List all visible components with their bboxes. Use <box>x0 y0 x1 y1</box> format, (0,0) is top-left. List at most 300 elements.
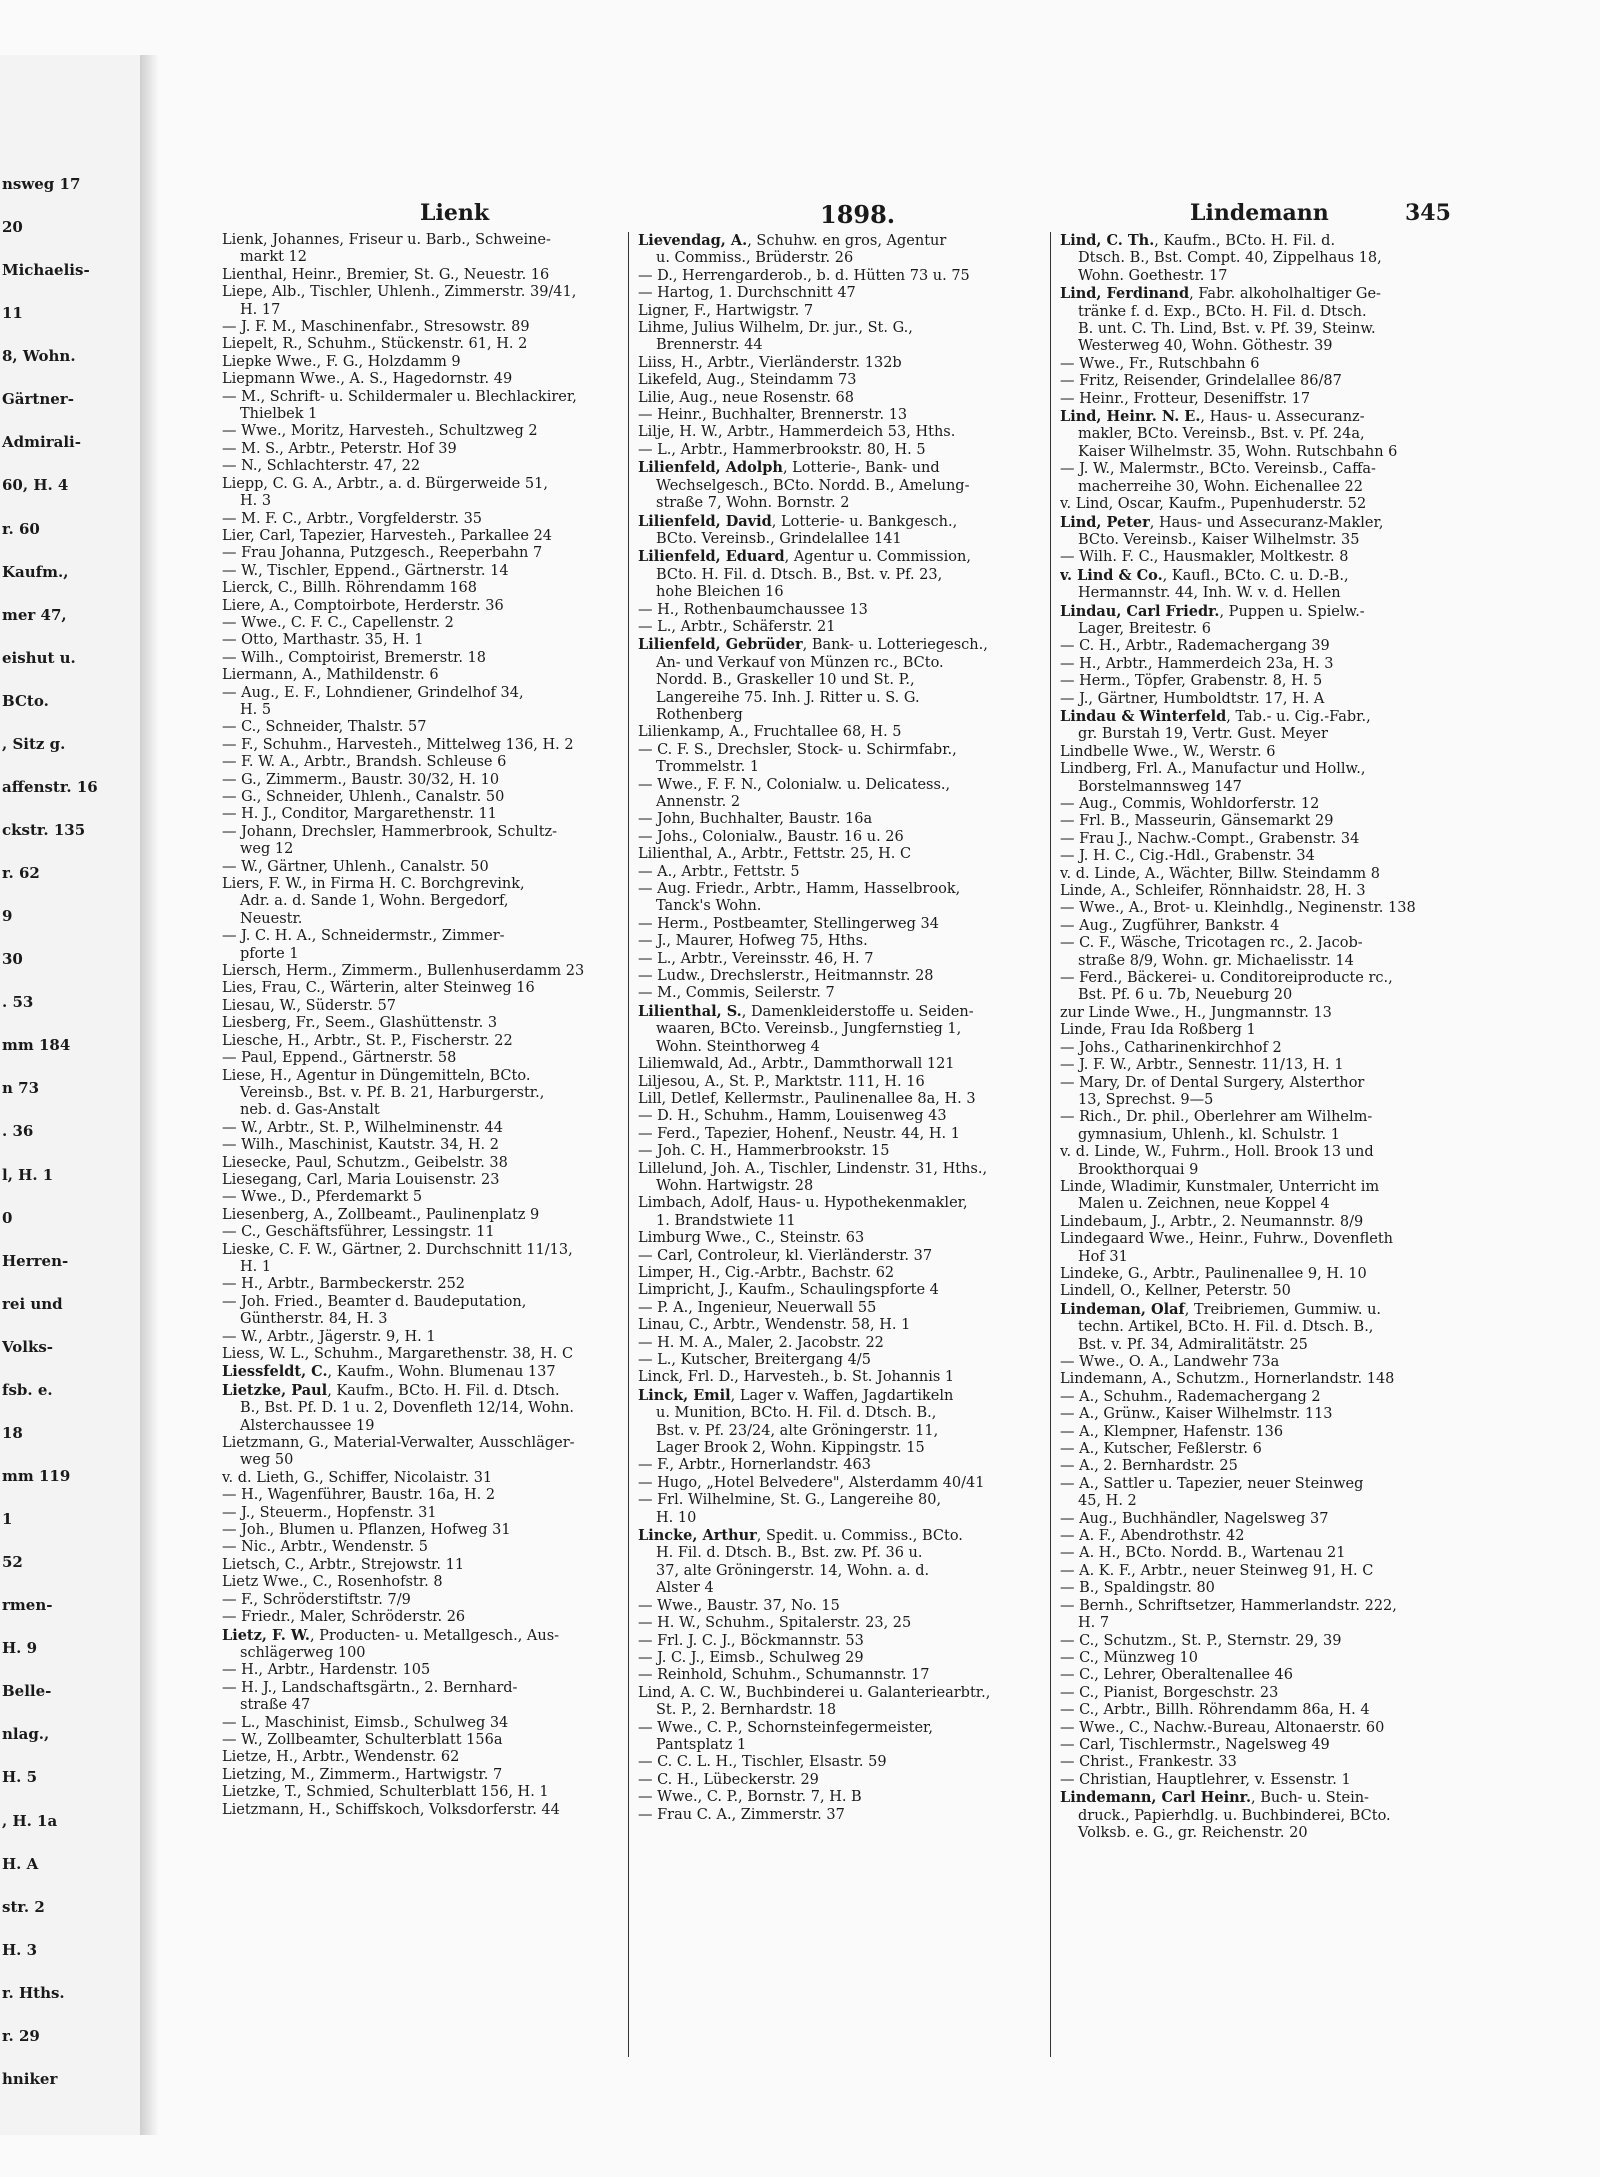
directory-entry: — W., Arbtr., Jägerstr. 9, H. 1 <box>222 1328 436 1345</box>
directory-entry: — W., Arbtr., St. P., Wilhelminenstr. 44 <box>222 1119 504 1136</box>
directory-entry: — Ferd., Bäckerei- u. Conditoreiproducte rc., <box>1060 970 1393 987</box>
directory-entry: — Wwe., Baustr. 37, No. 15 <box>638 1597 840 1614</box>
directory-entry: straße 7, Wohn. Bornstr. 2 <box>656 495 850 512</box>
directory-entry: H. Fil. d. Dtsch. B., Bst. zw. Pf. 36 u. <box>656 1545 923 1562</box>
directory-entry: — C., Arbtr., Billh. Röhrendamm 86a, H. 4 <box>1060 1702 1370 1719</box>
directory-entry: — Wwe., A., Brot- u. Kleinhdlg., Neginenstr. 138 <box>1060 900 1416 917</box>
prev-page-text: Volks- <box>2 1337 54 1356</box>
directory-entry: — N., Schlachterstr. 47, 22 <box>222 458 421 475</box>
directory-entry: — Christian, Hauptlehrer, v. Essenstr. 1 <box>1060 1771 1351 1788</box>
directory-entry: Lier, Carl, Tapezier, Harvesteh., Parkallee 24 <box>222 527 553 544</box>
entry-name-bold: v. Lind & Co. <box>1060 566 1163 584</box>
entry-name-bold: Lindau, Carl Friedr. <box>1060 602 1220 620</box>
prev-page-text: r. 29 <box>2 2026 40 2045</box>
directory-entry: Linau, C., Arbtr., Wendenstr. 58, H. 1 <box>638 1317 911 1334</box>
directory-entry: v. d. Linde, A., Wächter, Billw. Steindamm 8 <box>1060 865 1380 882</box>
prev-page-text: mer 47, <box>2 605 67 624</box>
directory-column-1 <box>222 232 617 2102</box>
directory-entry: v. d. Linde, W., Fuhrm., Holl. Brook 13 und <box>1060 1144 1374 1161</box>
prev-page-text: Gärtner- <box>2 390 74 409</box>
prev-page-text: H. 3 <box>2 1940 38 1959</box>
directory-entry: Linck, Frl. D., Harvesteh., b. St. Johannis 1 <box>638 1369 955 1386</box>
directory-entry: Linde, Wladimir, Kunstmaler, Unterricht im <box>1060 1178 1380 1195</box>
book-gutter <box>140 55 158 2135</box>
directory-entry: — J. F. W., Arbtr., Sennestr. 11/13, H. 1 <box>1060 1057 1344 1074</box>
directory-entry: Lievendag, A., Schuhw. en gros, Agentur <box>638 232 947 249</box>
prev-page-text: nsweg 17 <box>2 175 81 193</box>
directory-entry: pforte 1 <box>240 945 299 962</box>
directory-entry: Lind, Ferdinand, Fabr. alkoholhaltiger Ge- <box>1060 285 1381 303</box>
directory-entry: — M. S., Arbtr., Peterstr. Hof 39 <box>222 440 457 457</box>
directory-entry: Lincke, Arthur, Spedit. u. Commiss., BCto. <box>638 1527 963 1545</box>
prev-page-text: 9 <box>2 907 13 926</box>
prev-page-text: BCto. <box>2 691 49 710</box>
directory-entry: — Rich., Dr. phil., Oberlehrer am Wilhelm- <box>1060 1109 1373 1126</box>
directory-entry: — Herm., Postbeamter, Stellingerweg 34 <box>638 915 939 932</box>
prev-page-text: 1 <box>2 1510 13 1529</box>
prev-page-text: rmen- <box>2 1596 53 1615</box>
prev-page-text: fsb. e. <box>2 1380 53 1399</box>
entry-name-bold: Lilienfeld, Gebrüder <box>638 636 803 654</box>
entry-name-bold: Lindeman, Olaf <box>1060 1300 1185 1318</box>
directory-entry: — J. C. H. A., Schneidermstr., Zimmer- <box>222 928 505 945</box>
prev-page-text: r. 60 <box>2 519 40 538</box>
prev-page-text: . 53 <box>2 993 34 1012</box>
directory-entry: — G., Zimmerm., Baustr. 30/32, H. 10 <box>222 771 500 788</box>
directory-entry: Lies, Frau, C., Wärterin, alter Steinweg 16 <box>222 980 535 997</box>
directory-entry: — L., Arbtr., Vereinsstr. 46, H. 7 <box>638 950 874 967</box>
entry-name-bold: Lind, Heinr. N. E. <box>1060 408 1201 426</box>
prev-page-text: str. 2 <box>2 1897 45 1916</box>
directory-entry: — Heinr., Frotteur, Deseniffstr. 17 <box>1060 390 1311 407</box>
directory-entry: 37, alte Gröningerstr. 14, Wohn. a. d. <box>656 1562 930 1579</box>
directory-entry: Brennerstr. 44 <box>656 337 763 354</box>
directory-entry: — Joh. Fried., Beamter d. Baudeputation, <box>222 1293 527 1310</box>
directory-entry: 1. Brandstwiete 11 <box>656 1212 796 1229</box>
prev-page-text: hniker <box>2 2069 58 2088</box>
directory-entry: Volksb. e. G., gr. Reichenstr. 20 <box>1078 1824 1308 1841</box>
directory-entry: u. Commiss., Brüderstr. 26 <box>656 250 854 267</box>
directory-entry: Wohn. Goethestr. 17 <box>1078 267 1228 284</box>
directory-entry: — M., Schrift- u. Schildermaler u. Blechlackirer, <box>222 388 577 405</box>
directory-entry: — J. W., Malermstr., BCto. Vereinsb., Caffa- <box>1060 461 1376 478</box>
directory-entry: Lierck, C., Billh. Röhrendamm 168 <box>222 580 477 597</box>
directory-entry: Wohn. Hartwigstr. 28 <box>656 1177 814 1194</box>
directory-entry: Liepp, C. G. A., Arbtr., a. d. Bürgerweide 51, <box>222 475 548 492</box>
directory-entry: Lindau & Winterfeld, Tab.- u. Cig.-Fabr., <box>1060 707 1371 725</box>
directory-entry: makler, BCto. Vereinsb., Bst. v. Pf. 24a, <box>1078 426 1365 443</box>
directory-entry: straße 47 <box>240 1697 311 1714</box>
directory-entry: Lienthal, Heinr., Bremier, St. G., Neuestr. 16 <box>222 266 550 283</box>
directory-entry: Neuestr. <box>240 910 303 927</box>
header-year: 1898. <box>820 200 896 229</box>
directory-entry: Liermann, A., Mathildenstr. 6 <box>222 667 439 684</box>
directory-entry: — W., Gärtner, Uhlenh., Canalstr. 50 <box>222 858 489 875</box>
directory-entry: Westerweg 40, Wohn. Göthestr. 39 <box>1078 338 1333 355</box>
directory-entry: Lindell, O., Kellner, Peterstr. 50 <box>1060 1283 1291 1300</box>
directory-entry: — G., Schneider, Uhlenh., Canalstr. 50 <box>222 789 505 805</box>
directory-entry: Trommelstr. 1 <box>656 759 760 776</box>
directory-entry: — Bernh., Schriftsetzer, Hammerlandstr. 222, <box>1060 1597 1397 1614</box>
directory-entry: Lietzmann, H., Schiffskoch, Volksdorferstr. 44 <box>222 1801 560 1818</box>
entry-name-bold: Lilienthal, S. <box>638 1002 742 1020</box>
prev-page-text: 11 <box>2 304 23 323</box>
directory-entry: techn. Artikel, BCto. H. Fil. d. Dtsch. B., <box>1078 1319 1374 1336</box>
directory-entry: — F. W. A., Arbtr., Brandsh. Schleuse 6 <box>222 754 507 771</box>
directory-entry: Wechselgesch., BCto. Nordd. B., Amelung- <box>656 477 970 494</box>
directory-entry: — Wilh., Comptoirist, Bremerstr. 18 <box>222 649 487 666</box>
directory-entry: — Wwe., D., Pferdemarkt 5 <box>222 1189 423 1206</box>
directory-column-2 <box>638 232 1038 2102</box>
directory-entry: — W., Zollbeamter, Schulterblatt 156a <box>222 1731 503 1748</box>
directory-entry: Lind, Heinr. N. E., Haus- u. Assecuranz- <box>1060 408 1365 426</box>
entry-name-bold: Lindemann, Carl Heinr. <box>1060 1789 1251 1807</box>
directory-entry: — Wwe., Fr., Rutschbahn 6 <box>1060 355 1260 372</box>
directory-entry: — H., Wagenführer, Baustr. 16a, H. 2 <box>222 1487 496 1504</box>
directory-entry: — C. H., Lübeckerstr. 29 <box>638 1771 819 1788</box>
directory-entry: — F., Schröderstiftstr. 7/9 <box>222 1591 411 1608</box>
directory-entry: — Wwe., C. F. C., Capellenstr. 2 <box>222 614 454 631</box>
directory-entry: — H. M. A., Maler, 2. Jacobstr. 22 <box>638 1334 884 1351</box>
directory-entry: Lietze, H., Arbtr., Wendenstr. 62 <box>222 1749 460 1766</box>
directory-entry: Liesche, H., Arbtr., St. P., Fischerstr. 22 <box>222 1032 513 1049</box>
directory-entry: — A., Klempner, Hafenstr. 136 <box>1060 1423 1284 1440</box>
directory-entry: — Mary, Dr. of Dental Surgery, Alsterthor <box>1060 1074 1365 1091</box>
directory-entry: Bst. v. Pf. 23/24, alte Gröningerstr. 11, <box>656 1422 939 1439</box>
directory-entry: — M. F. C., Arbtr., Vorgfelderstr. 35 <box>222 510 483 527</box>
directory-entry: markt 12 <box>240 249 307 266</box>
entry-name-bold: Lilienfeld, David <box>638 512 772 530</box>
directory-entry: Liers, F. W., in Firma H. C. Borchgrevink, <box>222 876 525 893</box>
directory-entry: Bst. v. Pf. 34, Admiralitätstr. 25 <box>1078 1336 1308 1353</box>
prev-page-text: Michaelis- <box>2 261 90 280</box>
directory-entry: — Reinhold, Schuhm., Schumannstr. 17 <box>638 1667 930 1684</box>
prev-page-text: mm 184 <box>2 1036 71 1055</box>
directory-entry: Liljesou, A., St. P., Marktstr. 111, H. 16 <box>638 1073 925 1090</box>
prev-page-text: Belle- <box>2 1682 52 1701</box>
directory-entry: Lindebaum, J., Arbtr., 2. Neumannstr. 8/9 <box>1060 1213 1364 1230</box>
directory-entry: — A., Grünw., Kaiser Wilhelmstr. 113 <box>1060 1406 1333 1423</box>
directory-entry: — Wwe., O. A., Landwehr 73a <box>1060 1354 1280 1370</box>
directory-entry: An- und Verkauf von Münzen rc., BCto. <box>656 654 944 671</box>
directory-entry: v. Lind & Co., Kaufl., BCto. C. u. D.-B., <box>1060 566 1349 584</box>
prev-page-text: 60, H. 4 <box>2 476 69 495</box>
column-divider <box>1050 232 1051 2057</box>
directory-entry: Limbach, Adolf, Haus- u. Hypothekenmakler, <box>638 1195 968 1212</box>
directory-entry: — Wwe., C., Nachw.-Bureau, Altonaerstr. 60 <box>1060 1719 1385 1736</box>
directory-entry: St. P., 2. Bernhardstr. 18 <box>656 1702 837 1719</box>
entry-name-bold: Lilienfeld, Eduard <box>638 548 785 566</box>
directory-entry: — Aug., Zugführer, Bankstr. 4 <box>1060 917 1280 934</box>
directory-entry: — B., Spaldingstr. 80 <box>1060 1580 1215 1597</box>
directory-entry: v. d. Lieth, G., Schiffer, Nicolaistr. 31 <box>222 1469 493 1486</box>
directory-entry: Lind, C. Th., Kaufm., BCto. H. Fil. d. <box>1060 232 1336 249</box>
directory-entry: macherreihe 30, Wohn. Eichenallee 22 <box>1078 478 1364 495</box>
prev-page-text: Herren- <box>2 1251 69 1270</box>
directory-entry: — Paul, Eppend., Gärtnerstr. 58 <box>222 1050 457 1067</box>
directory-entry: Lill, Detlef, Kellermstr., Paulinenallee 8a, H. 3 <box>638 1090 976 1107</box>
directory-entry: — D. H., Schuhm., Hamm, Louisenweg 43 <box>638 1108 947 1125</box>
directory-entry: Lindemann, Carl Heinr., Buch- u. Stein- <box>1060 1789 1369 1807</box>
prev-page-text: nlag., <box>2 1725 50 1744</box>
directory-entry: — A., 2. Bernhardstr. 25 <box>1060 1458 1238 1475</box>
directory-entry: — Otto, Marthastr. 35, H. 1 <box>222 632 424 649</box>
directory-entry: Lienk, Johannes, Friseur u. Barb., Schweine- <box>222 232 551 248</box>
directory-entry: Lilie, Aug., neue Rosenstr. 68 <box>638 389 854 406</box>
directory-entry: H. 7 <box>1078 1615 1110 1632</box>
directory-entry: H. 5 <box>240 701 272 718</box>
directory-entry: Lietz Wwe., C., Rosenhofstr. 8 <box>222 1574 443 1591</box>
directory-entry: Lindemann, A., Schutzm., Hornerlandstr. 148 <box>1060 1371 1395 1388</box>
directory-column-3 <box>1060 232 1450 2102</box>
prev-page-text: H. A <box>2 1854 39 1873</box>
directory-entry: — A. K. F., Arbtr., neuer Steinweg 91, H. C <box>1060 1562 1374 1579</box>
directory-entry: — Herm., Töpfer, Grabenstr. 8, H. 5 <box>1060 673 1323 690</box>
directory-entry: — Wwe., F. F. N., Colonialw. u. Delicatess., <box>638 776 951 793</box>
directory-entry: Lietz, F. W., Producten- u. Metallgesch., Aus- <box>222 1626 560 1644</box>
directory-entry: — Carl, Tischlermstr., Nagelsweg 49 <box>1060 1736 1330 1753</box>
directory-entry: H. 1 <box>240 1258 272 1275</box>
directory-entry: zur Linde Wwe., H., Jungmannstr. 13 <box>1060 1004 1332 1021</box>
directory-entry: Lietzke, Paul, Kaufm., BCto. H. Fil. d. Dtsch. <box>222 1381 560 1399</box>
directory-entry: — Wwe., C. P., Schornsteinfegermeister, <box>638 1719 933 1736</box>
directory-entry: — Johann, Drechsler, Hammerbrook, Schultz- <box>222 823 558 840</box>
page-number: 345 <box>1405 200 1451 226</box>
prev-page-text: Kaufm., <box>2 562 69 581</box>
prev-page-text: r. 62 <box>2 864 40 883</box>
prev-page-text: mm 119 <box>2 1467 71 1485</box>
directory-entry: Lindeke, G., Arbtr., Paulinenallee 9, H. 10 <box>1060 1265 1367 1282</box>
directory-entry: Nordd. B., Graskeller 10 und St. P., <box>656 672 915 689</box>
directory-entry: Liepke Wwe., F. G., Holzdamm 9 <box>222 353 461 370</box>
directory-entry: Hof 31 <box>1078 1248 1128 1265</box>
directory-entry: Limburg Wwe., C., Steinstr. 63 <box>638 1230 865 1247</box>
directory-entry: Lietzke, T., Schmied, Schulterblatt 156, H. 1 <box>222 1784 549 1801</box>
directory-entry: — C. C. L. H., Tischler, Elsastr. 59 <box>638 1754 887 1771</box>
entry-name-bold: Lilienfeld, Adolph <box>638 459 783 477</box>
directory-entry: — Christ., Frankestr. 33 <box>1060 1754 1237 1771</box>
directory-entry: Liess, W. L., Schuhm., Margarethenstr. 38, H. C <box>222 1346 574 1362</box>
directory-entry: gymnasium, Uhlenh., kl. Schulstr. 1 <box>1078 1126 1340 1143</box>
directory-entry: — Wwe., C. P., Bornstr. 7, H. B <box>638 1789 862 1806</box>
directory-entry: Rothenberg <box>656 706 743 723</box>
prev-page-text: H. 5 <box>2 1768 38 1787</box>
directory-entry: Linck, Emil, Lager v. Waffen, Jagdartikeln <box>638 1386 954 1404</box>
directory-entry: — Ferd., Tapezier, Hohenf., Neustr. 44, H. 1 <box>638 1125 960 1142</box>
directory-entry: Lietzmann, G., Material-Verwalter, Ausschläger- <box>222 1435 575 1452</box>
directory-entry: Brookthorquai 9 <box>1078 1161 1199 1178</box>
directory-entry: — Aug., Buchhändler, Nagelsweg 37 <box>1060 1510 1329 1527</box>
directory-entry: neb. d. Gas-Anstalt <box>240 1102 380 1119</box>
directory-entry: — J., Steuerm., Hopfenstr. 31 <box>222 1504 437 1521</box>
entry-name-bold: Lind, C. Th. <box>1060 232 1155 249</box>
directory-entry: Adr. a. d. Sande 1, Wohn. Bergedorf, <box>240 893 509 910</box>
directory-entry: Lilienkamp, A., Fruchtallee 68, H. 5 <box>638 724 902 741</box>
prev-page-text: , H. 1a <box>2 1811 58 1830</box>
prev-page-text: rei und <box>2 1294 63 1313</box>
directory-entry: Güntherstr. 84, H. 3 <box>240 1311 388 1328</box>
directory-entry: — Johs., Catharinenkirchhof 2 <box>1060 1039 1282 1056</box>
directory-entry: druck., Papierhdlg. u. Buchbinderei, BCto. <box>1078 1807 1391 1824</box>
directory-entry: Liiss, H., Arbtr., Vierländerstr. 132b <box>638 354 902 371</box>
directory-entry: — Frau Johanna, Putzgesch., Reeperbahn 7 <box>222 545 543 562</box>
directory-entry: Limper, H., Cig.-Arbtr., Bachstr. 62 <box>638 1264 895 1281</box>
directory-entry: Linde, A., Schleifer, Rönnhaidstr. 28, H. 3 <box>1060 883 1366 900</box>
directory-entry: Wohn. Steinthorweg 4 <box>656 1038 820 1055</box>
entry-name-bold: Lind, Ferdinand <box>1060 285 1190 303</box>
header-left-keyword: Lienk <box>420 200 490 226</box>
directory-entry: Limpricht, J., Kaufm., Schaulingspforte 4 <box>638 1282 939 1299</box>
previous-page-fragment <box>0 55 142 2135</box>
directory-entry: — H., Arbtr., Barmbeckerstr. 252 <box>222 1276 466 1293</box>
prev-page-text: 30 <box>2 950 23 969</box>
directory-entry: u. Munition, BCto. H. Fil. d. Dtsch. B., <box>656 1405 937 1422</box>
prev-page-text: 20 <box>2 218 23 237</box>
directory-entry: — Aug., E. F., Lohndiener, Grindelhof 34, <box>222 684 524 701</box>
directory-entry: — L., Kutscher, Breitergang 4/5 <box>638 1352 871 1368</box>
directory-entry: — A., Sattler u. Tapezier, neuer Steinweg <box>1060 1475 1364 1492</box>
directory-entry: H. 17 <box>240 301 281 318</box>
directory-entry: Lindeman, Olaf, Treibriemen, Gummiw. u. <box>1060 1300 1382 1318</box>
directory-entry: Lieske, C. F. W., Gärtner, 2. Durchschnitt 11/13, <box>222 1241 573 1258</box>
prev-page-text: eishut u. <box>2 648 76 667</box>
entry-name-bold: Lind, Peter <box>1060 513 1150 531</box>
directory-entry: Lindegaard Wwe., Heinr., Fuhrw., Dovenfleth <box>1060 1231 1394 1248</box>
prev-page-text: 52 <box>2 1553 23 1572</box>
directory-entry: Lietzing, M., Zimmerm., Hartwigstr. 7 <box>222 1766 503 1783</box>
directory-entry: — L., Arbtr., Schäferstr. 21 <box>638 618 836 635</box>
directory-entry: Dtsch. B., Bst. Compt. 40, Zippelhaus 18, <box>1078 250 1382 267</box>
directory-entry: — C., Schneider, Thalstr. 57 <box>222 719 427 736</box>
directory-entry: — L., Maschinist, Eimsb., Schulweg 34 <box>222 1714 509 1731</box>
directory-entry: — Wilh. F. C., Hausmakler, Moltkestr. 8 <box>1060 549 1349 566</box>
directory-entry: — D., Herrengarderob., b. d. Hütten 73 u. 75 <box>638 267 970 284</box>
directory-entry: — C., Pianist, Borgeschstr. 23 <box>1060 1684 1279 1701</box>
directory-entry: — Wwe., Moritz, Harvesteh., Schultzweg 2 <box>222 423 538 440</box>
directory-entry: — J., Maurer, Hofweg 75, Hths. <box>638 933 868 950</box>
directory-entry: — H., Rothenbaumchaussee 13 <box>638 601 868 618</box>
directory-entry: tränke f. d. Exp., BCto. H. Fil. d. Dtsch. <box>1078 303 1367 320</box>
directory-entry: — A., Schuhm., Rademachergang 2 <box>1060 1388 1321 1405</box>
directory-entry: Liesecke, Paul, Schutzm., Geibelstr. 38 <box>222 1154 508 1171</box>
directory-entry: — A., Arbtr., Fettstr. 5 <box>638 863 800 880</box>
directory-entry: Malen u. Zeichnen, neue Koppel 4 <box>1078 1196 1330 1213</box>
prev-page-text: 8, Wohn. <box>2 347 76 366</box>
header-right-keyword: Lindemann <box>1190 200 1329 226</box>
prev-page-text: r. Hths. <box>2 1983 65 2002</box>
directory-entry: — H., Arbtr., Hammerdeich 23a, H. 3 <box>1060 655 1334 672</box>
entry-name-bold: Liessfeldt, C. <box>222 1363 328 1381</box>
entry-name-bold: Linck, Emil <box>638 1386 731 1404</box>
directory-entry: — F., Schuhm., Harvesteh., Mittelweg 136, H. 2 <box>222 736 574 753</box>
directory-entry: — Hartog, 1. Durchschnitt 47 <box>638 285 856 302</box>
directory-entry: Lilienfeld, Adolph, Lotterie-, Bank- und <box>638 459 940 477</box>
directory-entry: Lilienfeld, Eduard, Agentur u. Commission, <box>638 548 971 566</box>
prev-page-text: Admirali- <box>2 433 81 452</box>
directory-entry: — Frl. Wilhelmine, St. G., Langereihe 80, <box>638 1492 942 1509</box>
directory-entry: — C. H., Arbtr., Rademachergang 39 <box>1060 638 1330 655</box>
directory-entry: Tanck's Wohn. <box>656 898 762 915</box>
directory-entry: Ligner, F., Hartwigstr. 7 <box>638 302 814 319</box>
directory-entry: — Friedr., Maler, Schröderstr. 26 <box>222 1609 466 1626</box>
directory-entry: B., Bst. Pf. D. 1 u. 2, Dovenfleth 12/14, Wohn. <box>240 1400 575 1417</box>
directory-entry: Liesberg, Fr., Seem., Glashüttenstr. 3 <box>222 1015 498 1032</box>
directory-entry: — Ludw., Drechslerstr., Heitmannstr. 28 <box>638 968 934 985</box>
directory-entry: Liersch, Herm., Zimmerm., Bullenhuserdamm 23 <box>222 963 585 980</box>
prev-page-text: affenstr. 16 <box>2 777 98 796</box>
directory-entry: — Nic., Arbtr., Wendenstr. 5 <box>222 1539 428 1556</box>
directory-entry: v. Lind, Oscar, Kaufm., Pupenhuderstr. 52 <box>1060 496 1367 513</box>
directory-entry: — Frau C. A., Zimmerstr. 37 <box>638 1806 845 1823</box>
directory-entry: BCto. Vereinsb., Grindelallee 141 <box>656 530 902 547</box>
entry-name-bold: Lindau & Winterfeld <box>1060 707 1227 725</box>
directory-entry: — J., Gärtner, Humboldtstr. 17, H. A <box>1060 690 1325 707</box>
directory-entry: B. unt. C. Th. Lind, Bst. v. Pf. 39, Steinw. <box>1078 321 1376 338</box>
directory-entry: H. 3 <box>240 493 272 510</box>
directory-entry: Liere, A., Comptoirbote, Herderstr. 36 <box>222 597 504 614</box>
directory-entry: — W., Tischler, Eppend., Gärtnerstr. 14 <box>222 562 509 579</box>
directory-entry: schlägerweg 100 <box>240 1644 366 1661</box>
directory-entry: — John, Buchhalter, Baustr. 16a <box>638 811 873 828</box>
directory-entry: Lilje, H. W., Arbtr., Hammerdeich 53, Hths. <box>638 424 956 441</box>
directory-entry: — Joh., Blumen u. Pflanzen, Hofweg 31 <box>222 1522 511 1539</box>
directory-entry: Likefeld, Aug., Steindamm 73 <box>638 372 857 389</box>
entry-name-bold: Lievendag, A. <box>638 232 748 249</box>
column-divider <box>628 232 629 2057</box>
directory-entry: Lind, Peter, Haus- und Assecuranz-Makler, <box>1060 513 1384 531</box>
directory-entry: 13, Sprechst. 9—5 <box>1078 1091 1214 1108</box>
directory-entry: — Wilh., Maschinist, Kautstr. 34, H. 2 <box>222 1137 499 1154</box>
directory-entry: — Fritz, Reisender, Grindelallee 86/87 <box>1060 373 1342 390</box>
directory-entry: Lager, Breitestr. 6 <box>1078 620 1211 637</box>
directory-entry: Lietsch, C., Arbtr., Strejowstr. 11 <box>222 1556 465 1573</box>
directory-entry: — Carl, Controleur, kl. Vierländerstr. 37 <box>638 1247 933 1264</box>
directory-entry: Lilienfeld, Gebrüder, Bank- u. Lotteriegesch., <box>638 636 988 654</box>
directory-entry: hohe Bleichen 16 <box>656 584 784 601</box>
prev-page-text: H. 9 <box>2 1639 38 1658</box>
directory-entry: — Johs., Colonialw., Baustr. 16 u. 26 <box>638 828 904 845</box>
directory-entry: Linde, Frau Ida Roßberg 1 <box>1060 1022 1256 1039</box>
directory-entry: 45, H. 2 <box>1078 1493 1137 1510</box>
directory-entry: — Joh. C. H., Hammerbrookstr. 15 <box>638 1143 890 1160</box>
directory-entry: — P. A., Ingenieur, Neuerwall 55 <box>638 1299 877 1316</box>
entry-name-bold: Lincke, Arthur <box>638 1527 757 1545</box>
directory-entry: — L., Arbtr., Hammerbrookstr. 80, H. 5 <box>638 441 926 458</box>
prev-page-text: 18 <box>2 1423 23 1442</box>
directory-entry: — Frl. J. C. J., Böckmannstr. 53 <box>638 1632 864 1649</box>
directory-entry: Liesau, W., Süderstr. 57 <box>222 997 397 1014</box>
directory-entry: Liepmann Wwe., A. S., Hagedornstr. 49 <box>222 371 513 388</box>
directory-entry: — F., Arbtr., Hornerlandstr. 463 <box>638 1457 871 1474</box>
directory-entry: Liepelt, R., Schuhm., Stückenstr. 61, H. 2 <box>222 336 528 353</box>
directory-entry: — H. W., Schuhm., Spitalerstr. 23, 25 <box>638 1615 912 1632</box>
directory-entry: Liese, H., Agentur in Düngemitteln, BCto. <box>222 1067 531 1084</box>
directory-entry: BCto. H. Fil. d. Dtsch. B., Bst. v. Pf. 23, <box>656 566 943 583</box>
directory-entry: H. 10 <box>656 1509 697 1526</box>
entry-name-bold: Lietz, F. W. <box>222 1626 310 1644</box>
directory-entry: — Aug. Friedr., Arbtr., Hamm, Hasselbrook, <box>638 881 961 898</box>
directory-entry: — C., Geschäftsführer, Lessingstr. 11 <box>222 1224 495 1241</box>
prev-page-text: , Sitz g. <box>2 734 66 753</box>
directory-entry: Liliemwald, Ad., Arbtr., Dammthorwall 121 <box>638 1056 955 1073</box>
directory-entry: Lindberg, Frl. A., Manufactur und Hollw., <box>1060 761 1366 778</box>
directory-entry: gr. Burstah 19, Vertr. Gust. Meyer <box>1078 726 1328 743</box>
directory-entry: Lilienfeld, David, Lotterie- u. Bankgesch., <box>638 512 958 530</box>
directory-entry: — C., Lehrer, Oberaltenallee 46 <box>1060 1667 1293 1684</box>
directory-entry: — C. F., Wäsche, Tricotagen rc., 2. Jacob- <box>1060 935 1363 952</box>
directory-entry: Lillelund, Joh. A., Tischler, Lindenstr. 31, Hths., <box>638 1160 988 1177</box>
entry-name-bold: Lietzke, Paul <box>222 1381 328 1399</box>
